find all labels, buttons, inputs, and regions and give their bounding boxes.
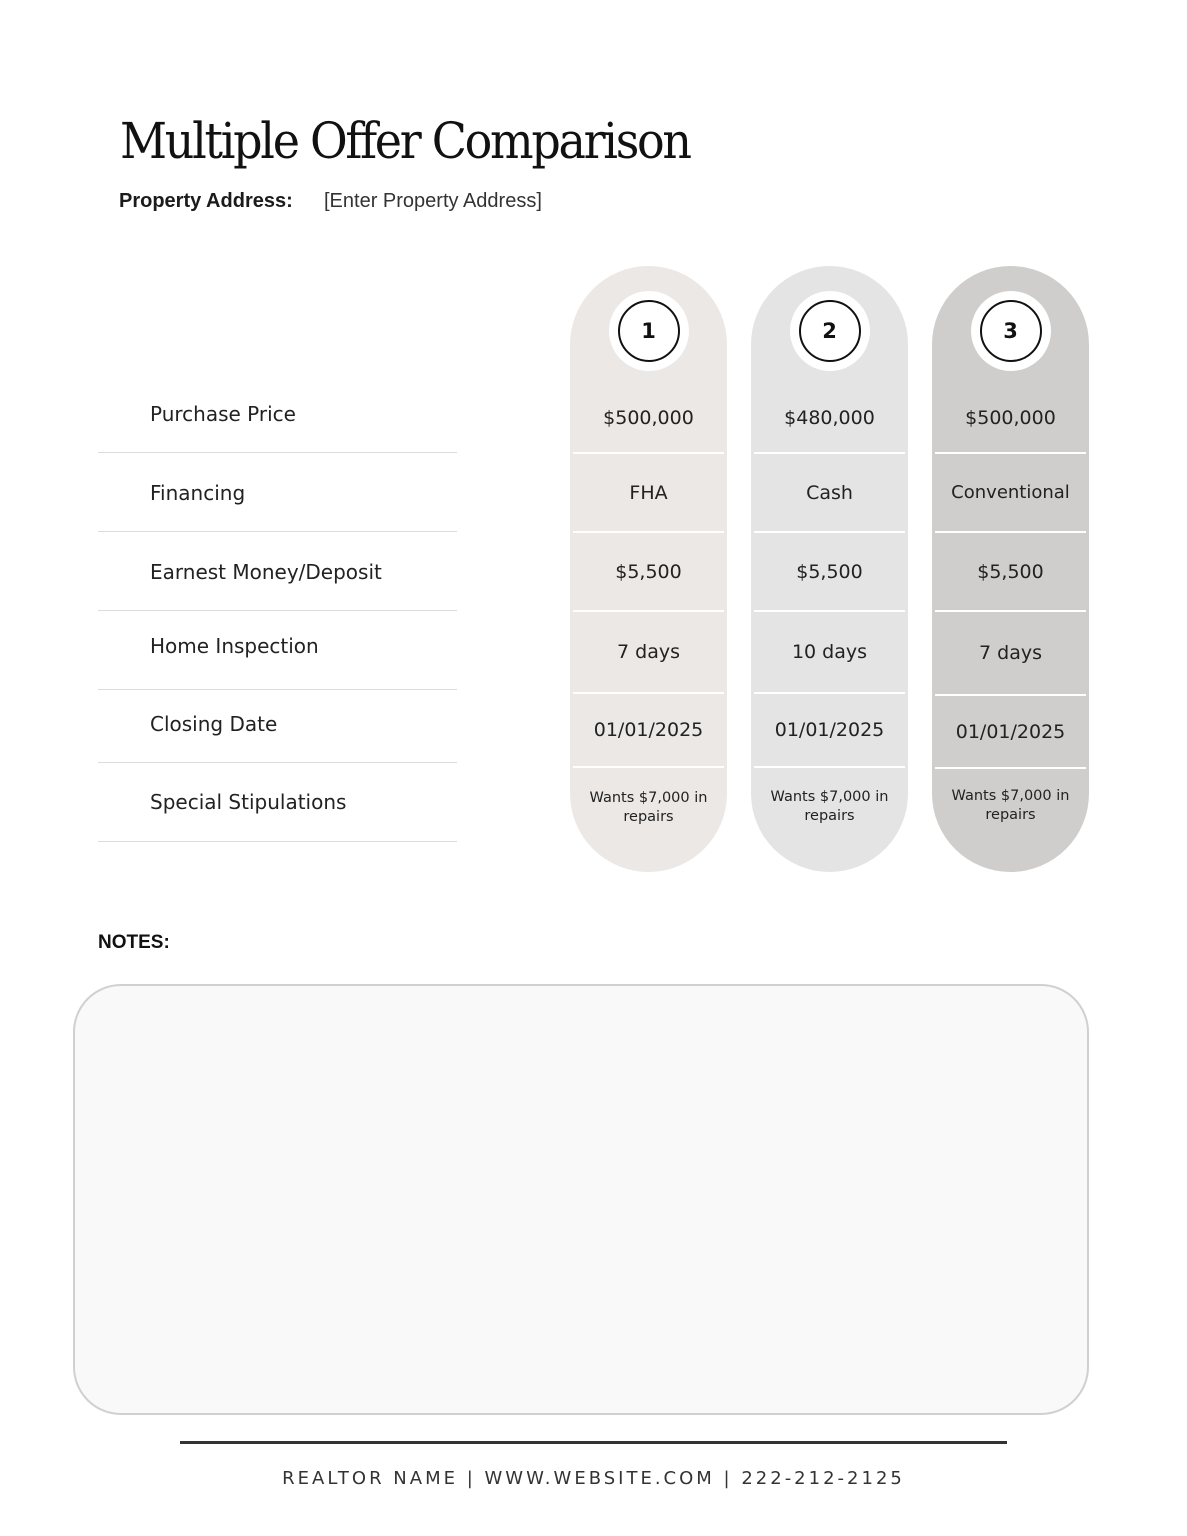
offer-financing: Conventional xyxy=(951,482,1070,503)
offer-stipulations: Wants $7,000 in repairs xyxy=(589,790,708,825)
row-divider xyxy=(935,767,1086,769)
offer-purchase-price: $480,000 xyxy=(784,407,875,429)
row-divider xyxy=(754,766,905,768)
offer-financing: Cash xyxy=(806,481,853,504)
offer-closing-date: 01/01/2025 xyxy=(593,719,704,741)
offer-closing-date: 01/01/2025 xyxy=(955,720,1066,743)
page-title: Multiple Offer Comparison xyxy=(120,112,690,170)
offer-column-1 xyxy=(570,266,727,872)
offer-deposit: $5,500 xyxy=(615,560,682,583)
offer-number: 2 xyxy=(799,300,861,362)
offer-purchase-price: $500,000 xyxy=(603,407,694,429)
row-label-text: Special Stipulations xyxy=(150,790,347,814)
property-address-value[interactable]: [Enter Property Address] xyxy=(324,190,542,212)
notes-box[interactable] xyxy=(73,984,1089,1415)
row-label-earnest-money xyxy=(98,532,457,611)
footer-divider xyxy=(180,1441,1007,1444)
notes-label: NOTES: xyxy=(98,932,170,953)
offer-number-badge xyxy=(971,291,1051,371)
offer-inspection: 7 days xyxy=(617,641,680,663)
offer-purchase-price: $500,000 xyxy=(965,407,1056,429)
offer-stipulations: Wants $7,000 in repairs xyxy=(951,788,1070,823)
offer-column-3 xyxy=(932,266,1089,872)
offer-deposit: $5,500 xyxy=(796,560,863,583)
row-label-home-inspection xyxy=(98,611,457,690)
offer-number-badge xyxy=(790,291,870,371)
offer-closing-date: 01/01/2025 xyxy=(774,719,885,741)
offer-number: 3 xyxy=(980,300,1042,362)
offer-deposit: $5,500 xyxy=(977,560,1044,583)
row-label-text: Home Inspection xyxy=(150,634,319,658)
footer-contact: REALTOR NAME | WWW.WEBSITE.COM | 222-212-2125 xyxy=(282,1468,905,1489)
offer-number-badge xyxy=(609,291,689,371)
row-label-purchase-price xyxy=(98,374,457,453)
row-label-text: Financing xyxy=(150,481,246,505)
row-label-special-stipulations xyxy=(98,763,457,842)
offer-inspection: 10 days xyxy=(791,641,868,663)
offer-stipulations: Wants $7,000 in repairs xyxy=(770,789,889,824)
row-label-text: Purchase Price xyxy=(150,402,296,426)
row-label-closing-date xyxy=(98,690,457,763)
offer-number: 1 xyxy=(618,300,680,362)
row-label-financing xyxy=(98,453,457,532)
row-divider xyxy=(573,766,724,768)
offer-financing: FHA xyxy=(629,481,668,504)
offer-column-2 xyxy=(751,266,908,872)
property-address-label: Property Address: xyxy=(119,190,293,212)
row-label-text: Closing Date xyxy=(150,712,278,736)
property-address xyxy=(119,190,542,213)
row-label-text: Earnest Money/Deposit xyxy=(150,560,382,584)
offer-inspection: 7 days xyxy=(979,642,1042,664)
